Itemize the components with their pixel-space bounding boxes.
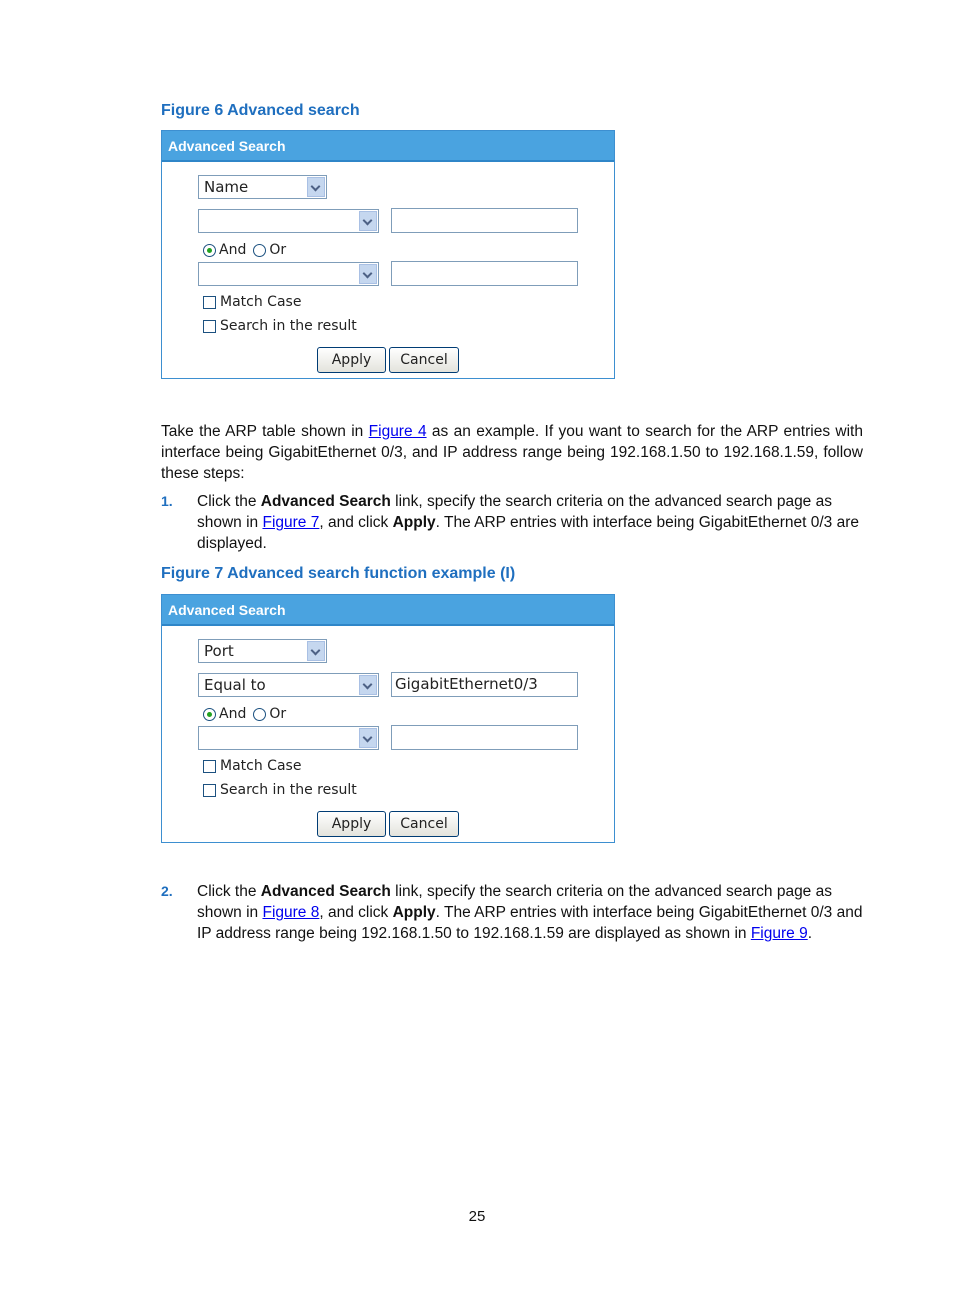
step-2-text-5: .: [807, 925, 813, 942]
chevron-down-icon: [359, 264, 377, 284]
value1-input[interactable]: GigabitEthernet0/3: [391, 672, 578, 697]
match-case-label: Match Case: [220, 758, 302, 774]
match-case-checkbox[interactable]: [203, 296, 216, 309]
field-select-value: Name: [204, 178, 249, 196]
condition2-select[interactable]: [198, 262, 379, 286]
step-1-number: 1.: [161, 493, 173, 509]
search-in-result-checkbox[interactable]: [203, 320, 216, 333]
page-number: 25: [468, 1208, 486, 1225]
chevron-down-icon: [307, 641, 325, 661]
chevron-down-icon: [359, 211, 377, 231]
field-select-value: Port: [204, 642, 234, 660]
logic-radio-group: [203, 706, 286, 722]
and-radio[interactable]: [203, 244, 216, 257]
step-2-paragraph: [197, 881, 863, 944]
value2-input[interactable]: [391, 725, 578, 750]
step-2-text-4: . The ARP entries with interface being GigabitEthernet 0/3 and IP address range being 192.168.1.50 to 192.168.1.59 are displayed as shown in: [197, 904, 863, 942]
match-case-row: [203, 294, 301, 310]
figure-9-link[interactable]: Figure 9: [750, 925, 808, 942]
intro-paragraph: [161, 421, 863, 484]
and-radio[interactable]: [203, 708, 216, 721]
and-label: And: [219, 242, 247, 258]
value2-input[interactable]: [391, 261, 578, 286]
figure-4-link[interactable]: Figure 4: [368, 423, 427, 440]
cancel-button[interactable]: Cancel: [389, 347, 459, 373]
panel-title: Advanced Search: [162, 595, 614, 626]
apply-bold: Apply: [392, 514, 436, 531]
figure-8-link[interactable]: Figure 8: [262, 904, 320, 921]
match-case-row: [203, 758, 301, 774]
step-2-text-2: link, specify the search criteria on the advanced search page as shown in: [197, 883, 832, 921]
or-radio[interactable]: [253, 708, 266, 721]
step-1-paragraph: [197, 491, 863, 554]
step-2-text-3: , and click: [319, 904, 393, 921]
step-1-text-3: , and click: [319, 514, 393, 531]
search-in-result-row: [203, 782, 357, 798]
search-in-result-row: [203, 318, 357, 334]
or-label: Or: [269, 706, 287, 722]
logic-radio-group: [203, 242, 286, 258]
figure-7-link[interactable]: Figure 7: [262, 514, 320, 531]
value1-input[interactable]: [391, 208, 578, 233]
apply-button[interactable]: Apply: [317, 347, 386, 373]
figure-7-caption: Figure 7 Advanced search function example (I): [161, 565, 516, 582]
cancel-button[interactable]: Cancel: [389, 811, 459, 837]
advanced-search-panel: [161, 130, 615, 379]
search-in-result-label: Search in the result: [220, 782, 357, 798]
advanced-search-panel-example: [161, 594, 615, 843]
intro-text: Take the ARP table shown in: [161, 423, 369, 440]
condition2-select[interactable]: [198, 726, 379, 750]
step-2-text: Click the: [197, 883, 261, 900]
panel-body: [162, 162, 614, 378]
condition1-select-value: Equal to: [204, 676, 266, 694]
chevron-down-icon: [307, 177, 325, 197]
search-in-result-label: Search in the result: [220, 318, 357, 334]
intro-text-2: as an example. If you want to search for the ARP entries with interface being GigabitEthernet 0/3, and IP address range being 192.168.1.50 to 192.168.1.59, follow these steps:: [161, 423, 863, 482]
advanced-search-bold: Advanced Search: [260, 493, 391, 510]
match-case-checkbox[interactable]: [203, 760, 216, 773]
match-case-label: Match Case: [220, 294, 302, 310]
apply-button[interactable]: Apply: [317, 811, 386, 837]
step-1-text-2: link, specify the search criteria on the advanced search page as shown in: [197, 493, 832, 531]
condition1-select[interactable]: [198, 673, 379, 697]
or-label: Or: [269, 242, 287, 258]
panel-body: [162, 626, 614, 842]
step-1-text-4: . The ARP entries with interface being GigabitEthernet 0/3 are displayed.: [197, 514, 859, 552]
or-radio[interactable]: [253, 244, 266, 257]
chevron-down-icon: [359, 675, 377, 695]
figure-6-caption: Figure 6 Advanced search: [161, 102, 360, 119]
advanced-search-bold: Advanced Search: [260, 883, 391, 900]
and-label: And: [219, 706, 247, 722]
panel-title: Advanced Search: [162, 131, 614, 162]
chevron-down-icon: [359, 728, 377, 748]
field-select[interactable]: [198, 639, 327, 663]
search-in-result-checkbox[interactable]: [203, 784, 216, 797]
field-select[interactable]: [198, 175, 327, 199]
step-1-text: Click the: [197, 493, 261, 510]
condition1-select[interactable]: [198, 209, 379, 233]
apply-bold: Apply: [392, 904, 436, 921]
step-2-number: 2.: [161, 883, 173, 899]
